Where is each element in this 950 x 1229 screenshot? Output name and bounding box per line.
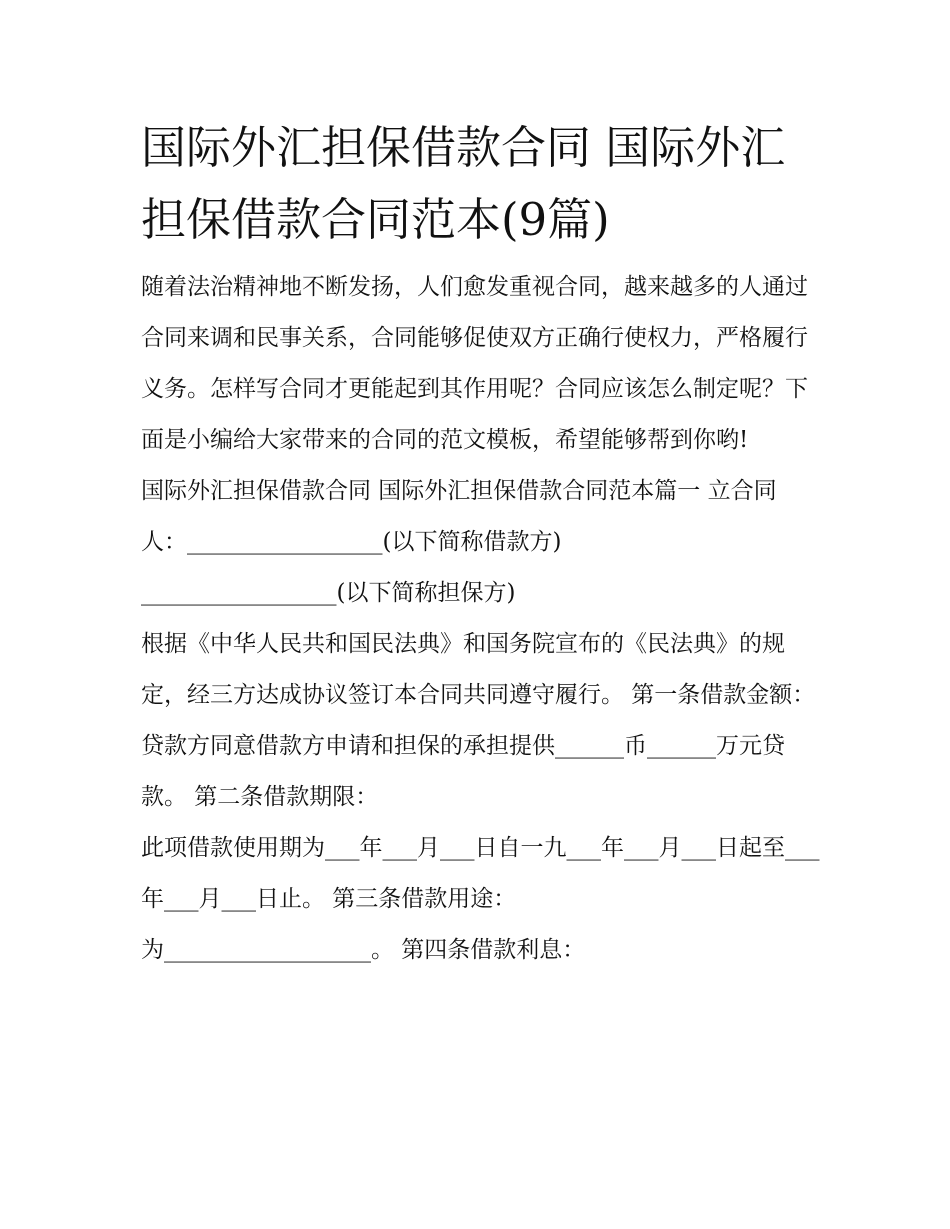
basis-paragraph: 根据《中华人民共和国民法典》和国务院宣布的《民法典》的规定，经三方达成协议签订本合同共同遵守履行。 第一条借款金额： (141, 631, 816, 708)
document-content (141, 112, 821, 976)
term-paragraph: 此项借款使用期为___年___月___日自一九___年___月___日起至___年___月___日止。 第三条借款用途： (141, 835, 820, 912)
guarantor-line: _________________(以下简称担保方) (141, 580, 516, 606)
purpose-paragraph: 为__________________。 第四条借款利息： (141, 937, 586, 963)
intro-paragraph: 随着法治精神地不断发扬，人们愈发重视合同，越来越多的人通过合同来调和民事关系，合同能够促使双方正确行使权力，严格履行义务。怎样写合同才更能起到其作用呢？合同应该怎么制定呢？下面是小编给大家带来的合同的范文模板，希望能够帮到你哟! (141, 274, 808, 453)
amount-paragraph: 贷款方同意借款方申请和担保的承担提供______币______万元贷款。 第二条借款期限： (141, 733, 785, 810)
document-title: 国际外汇担保借款合同 国际外汇担保借款合同范本(9篇) (141, 121, 786, 246)
section-heading-paragraph: 国际外汇担保借款合同 国际外汇担保借款合同范本篇一 立合同人：_________________(以下简称借款方) (141, 478, 777, 555)
